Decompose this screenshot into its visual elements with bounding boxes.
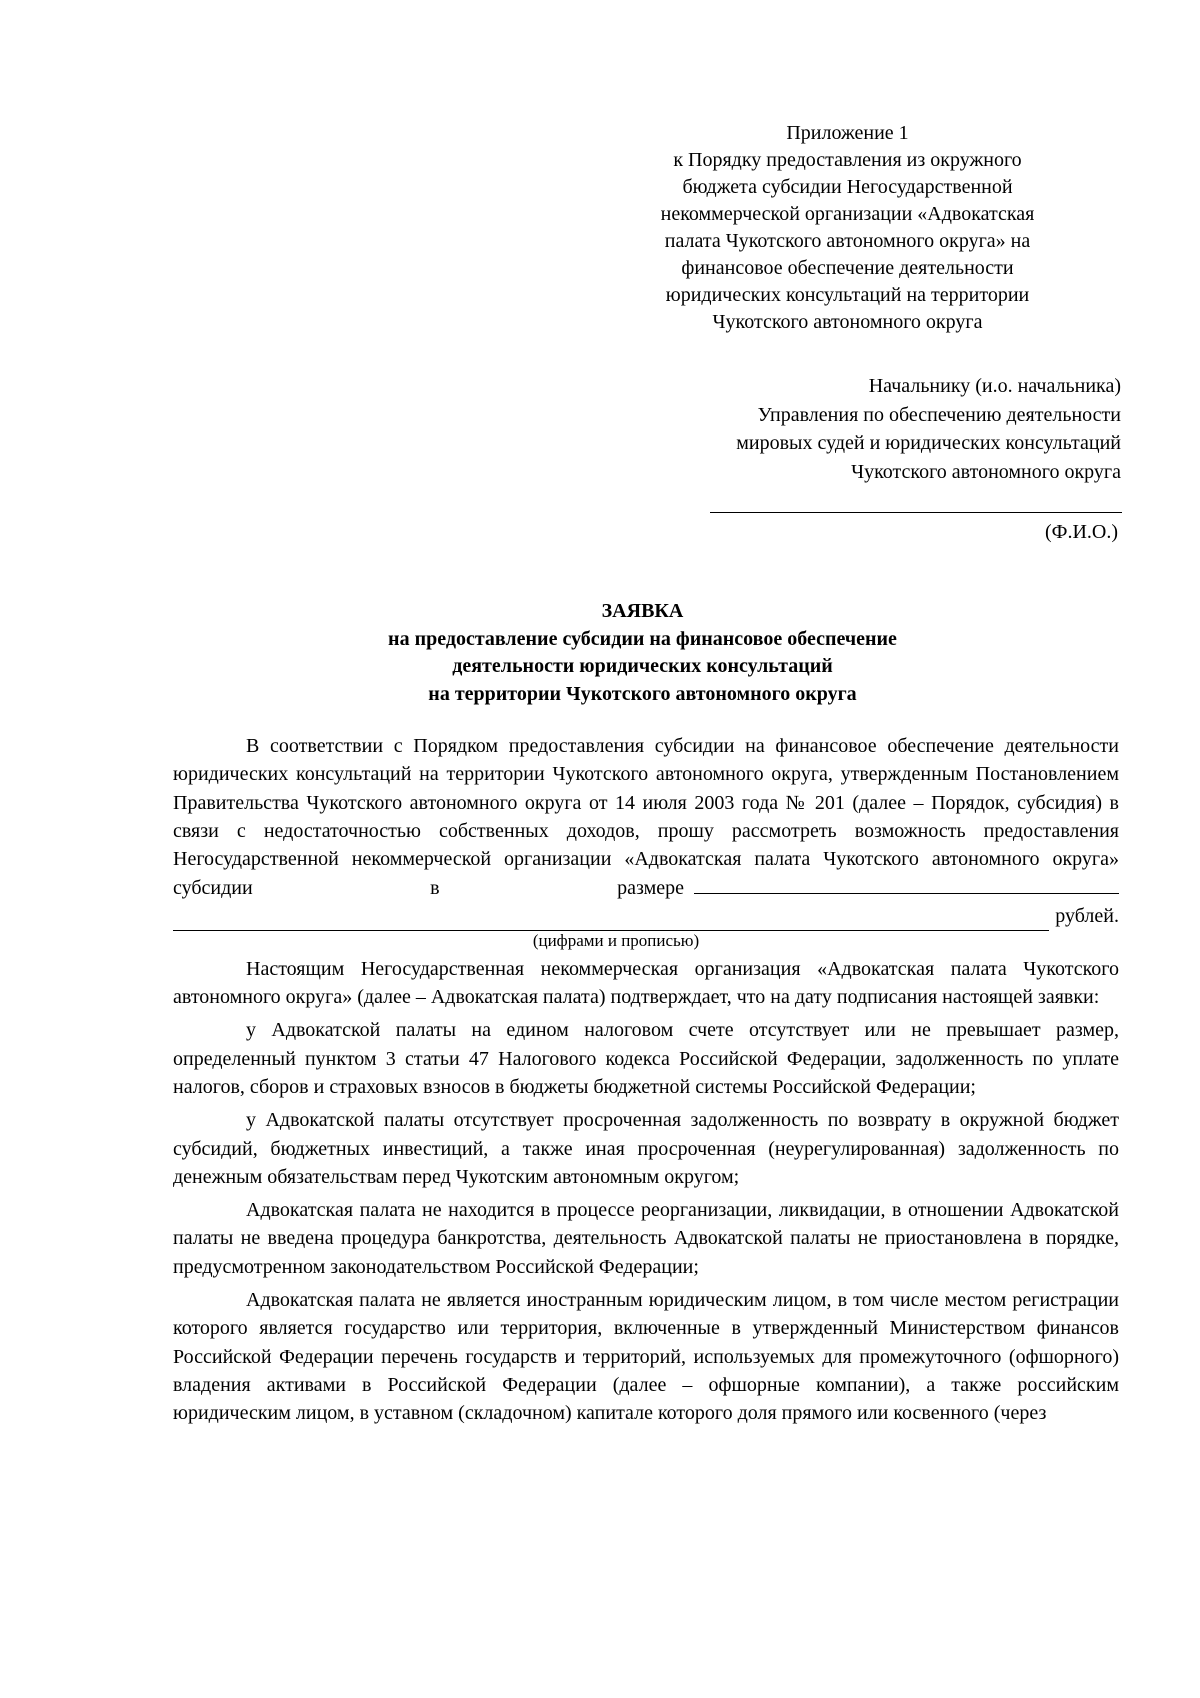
fio-caption: (Ф.И.О.) [1044, 521, 1118, 543]
offshore-paragraph: Адвокатская палата не является иностранным юридическим лицом, в том числе местом регистрации которого является государство или территория, включенные в утвержденный Министерством финансов Российской Федерации перечень государств и территорий, используемых для промежуточного (офшорного) владения активами в Российской Федерации (далее – офшорные компании), а также российским юридическим лицом, в уставном (складочном) капитале которого доля прямого или косвенного (через [173, 1289, 1119, 1425]
reorganization-paragraph: Адвокатская палата не находится в процессе реорганизации, ликвидации, в отношении Адвокатской палаты не введена процедура банкротства, деятельность Адвокатской палаты не приостановлена в порядке, предусмотренном законодательством Российской Федерации; [173, 1199, 1119, 1278]
addressee-line: Управления по обеспечению деятельности [757, 403, 1121, 426]
amount-blank-line [173, 908, 1049, 931]
amount-unit: рублей. [1055, 905, 1119, 928]
request-paragraph [173, 732, 1119, 903]
title-heading: ЗАЯВКА [601, 600, 684, 622]
confirmation-paragraph: Настоящим Негосударственная некоммерческая организация «Адвокатская палата Чукотского автономного округа» (далее – Адвокатская палата) подтверждает, что на дату подписания настоящей заявки: [173, 957, 1119, 1009]
appendix-line: к Порядку предоставления из окружного [673, 149, 1022, 171]
amount-line [173, 903, 1119, 931]
tax-debt-paragraph: у Адвокатской палаты на едином налоговом счете отсутствует или не превышает размер, определенный пунктом 3 статьи 47 Налогового кодекса Российской Федерации, задолженность по уплате налогов, сборов и страховых взносов в бюджеты бюджетной системы Российской Федерации; [173, 1019, 1119, 1098]
title-line: на территории Чукотского автономного округа [428, 682, 857, 705]
title-line: деятельности юридических консультаций [452, 655, 833, 677]
appendix-line: Чукотского автономного округа [712, 311, 983, 333]
appendix-header [625, 120, 1070, 336]
overdue-debt-paragraph: у Адвокатской палаты отсутствует просроченная задолженность по возврату в окружной бюджет субсидий, бюджетных инвестиций, а также иная просроченная (неурегулированная) задолженность по денежным обязательствам перед Чукотским автономным округом; [173, 1109, 1119, 1188]
appendix-line: некоммерческой организации «Адвокатская [660, 203, 1035, 225]
appendix-line: юридических консультаций на территории [665, 284, 1030, 306]
appendix-line: Приложение 1 [786, 122, 909, 144]
title-line: на предоставление субсидии на финансовое обеспечение [388, 627, 897, 650]
document-title [170, 598, 1115, 708]
amount-caption: (цифрами и прописью) [532, 930, 700, 950]
addressee-line: Начальнику (и.о. начальника) [868, 375, 1121, 397]
fio-blank-line [710, 512, 1122, 513]
addressee-line: Чукотского автономного округа [851, 460, 1121, 483]
appendix-line: палата Чукотского автономного округа» на [664, 230, 1031, 252]
addressee-block [625, 372, 1121, 486]
request-text: В соответствии с Порядком предоставления субсидии на финансовое обеспечение деятельности юридических консультаций на территории Чукотского автономного округа, утвержденным Постановлением Правительства Чукотского автономного округа от 14 июля 2003 года № 201 (далее – Порядок, субсидия) в связи с недостаточностью собственных доходов, прошу рассмотреть возможность предоставления Негосударственной некоммерческой организации «Адвокатская палата Чукотского автономного округа» субсидии в размере [173, 735, 1119, 900]
document-body [173, 732, 1119, 1428]
amount-blank [694, 873, 1119, 894]
addressee-line: мировых судей и юридических консультаций [736, 432, 1121, 454]
appendix-line: бюджета субсидии Негосударственной [682, 176, 1013, 198]
appendix-line: финансовое обеспечение деятельности [681, 257, 1014, 279]
